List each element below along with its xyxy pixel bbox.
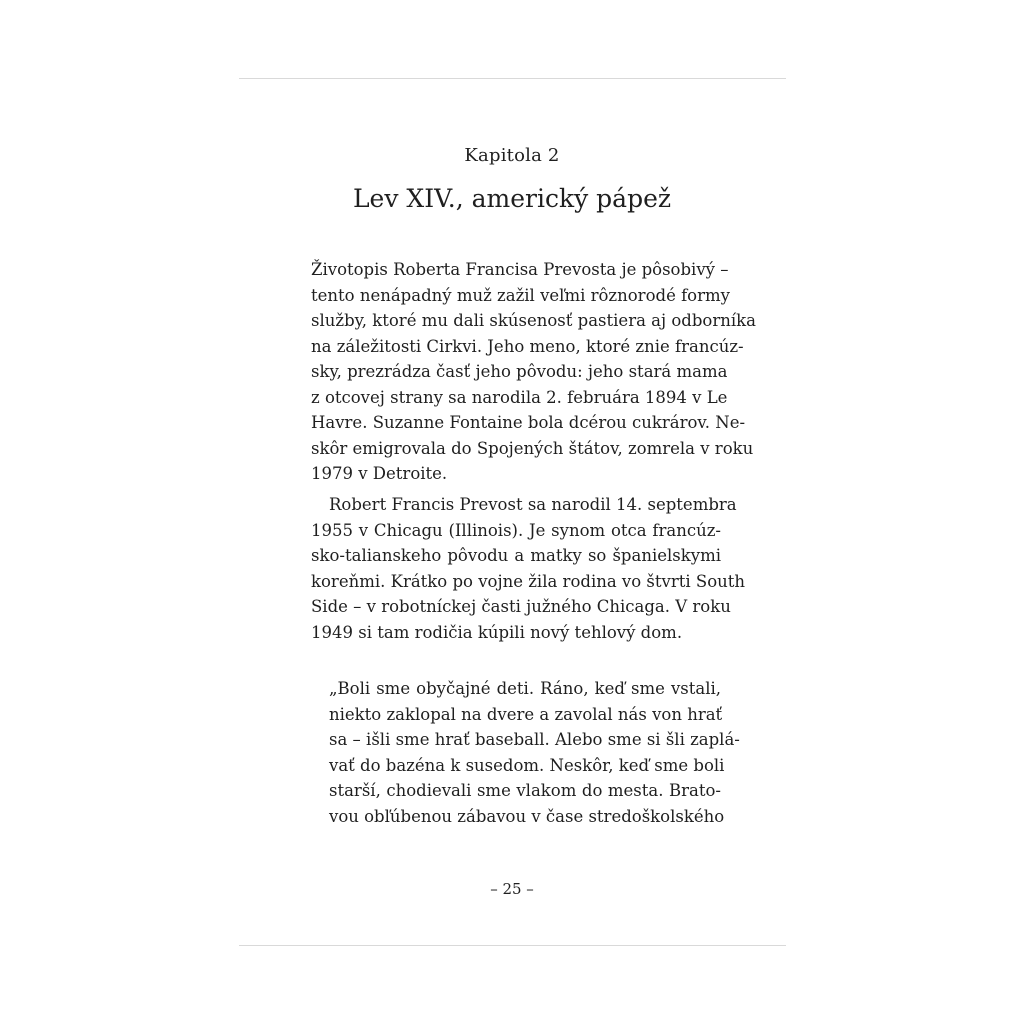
text-line: koreňmi. Krátko po vojne žila rodina vo štvrti South: [311, 571, 746, 591]
block-quote: [329, 676, 740, 829]
text-line: sky, prezrádza časť jeho pôvodu: jeho stará mama: [311, 362, 728, 381]
quote-line: „Boli sme obyčajné deti. Ráno, keď sme vstali,: [329, 679, 721, 698]
text-line: Havre. Suzanne Fontaine bola dcérou cukrárov. Ne-: [311, 413, 746, 432]
text-line: 1955 v Chicagu (Illinois). Je synom otca francúz-: [311, 520, 721, 540]
text-line: Side – v robotníckej časti južného Chicaga. V roku: [311, 597, 731, 616]
text-line: skôr emigrovala do Spojených štátov, zomrela v roku: [311, 438, 754, 458]
text-line: na záležitosti Cirkvi. Jeho meno, ktoré znie francúz-: [311, 336, 744, 356]
text-line: Robert Francis Prevost sa narodil 14. septembra: [329, 495, 737, 514]
chapter-label: Kapitola 2: [464, 145, 560, 166]
page-number: – 25 –: [490, 880, 534, 898]
bottom-divider: [239, 945, 786, 946]
chapter-title: Lev XIV., americký pápež: [352, 184, 672, 213]
top-divider: [239, 78, 786, 79]
quote-line: niekto zaklopal na dvere a zavolal nás von hrať: [329, 704, 723, 724]
text-line: 1979 v Detroite.: [311, 464, 448, 483]
paragraph-2: [311, 492, 746, 645]
text-line: tento nenápadný muž zažil veľmi rôznorodé formy: [311, 285, 730, 305]
quote-line: vou obľúbenou zábavou v čase stredoškolského: [329, 806, 725, 826]
quote-line: vať do bazéna k susedom. Neskôr, keď sme boli: [329, 755, 725, 775]
text-line: služby, ktoré mu dali skúsenosť pastiera aj odborníka: [311, 311, 756, 330]
quote-line: starší, chodievali sme vlakom do mesta. Brato-: [329, 781, 721, 800]
text-line: sko-talianskeho pôvodu a matky so španielskymi: [311, 546, 721, 565]
quote-line: sa – išli sme hrať baseball. Alebo sme si šli zaplá-: [329, 730, 740, 749]
paragraph-1: [311, 257, 756, 487]
text-line: 1949 si tam rodičia kúpili nový tehlový dom.: [311, 622, 683, 642]
text-line: z otcovej strany sa narodila 2. februára 1894 v Le: [311, 387, 728, 407]
text-line: Životopis Roberta Francisa Prevosta je pôsobivý –: [311, 260, 729, 279]
